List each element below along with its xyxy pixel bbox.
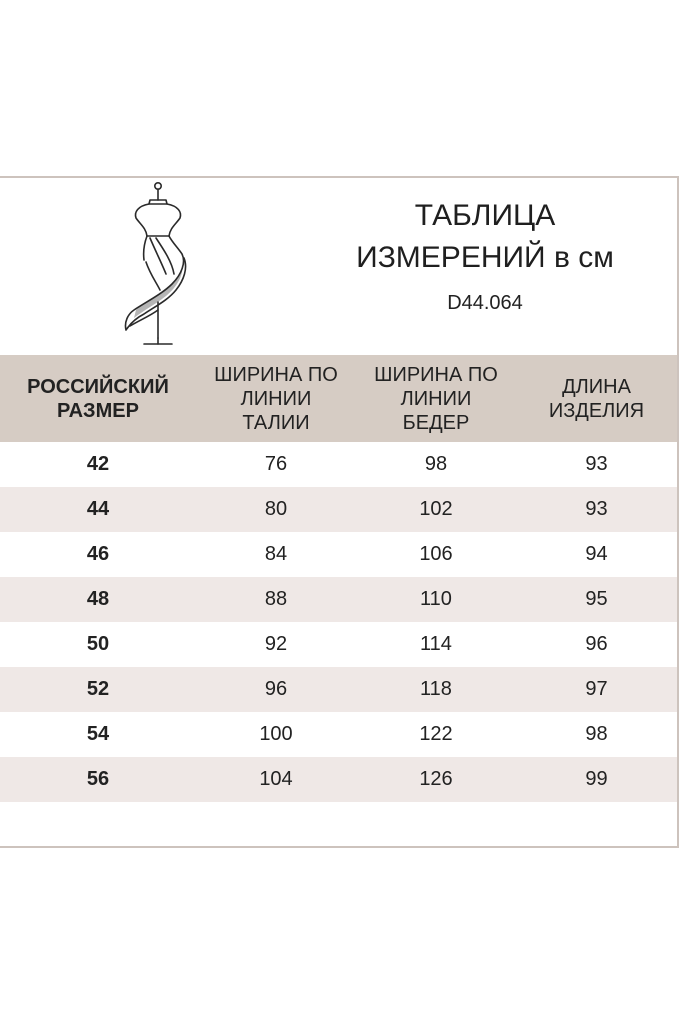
mannequin-icon	[110, 178, 200, 348]
header-waist	[196, 355, 356, 442]
table-row	[0, 757, 677, 802]
cell-waist: 96	[264, 678, 288, 700]
cell-length: 99	[585, 768, 608, 790]
cell-waist: 84	[264, 543, 288, 565]
table-header	[0, 355, 677, 442]
header-hips-line1: ШИРИНА ПО	[374, 363, 498, 386]
cell-size: 42	[86, 453, 110, 475]
cell-size: 56	[86, 768, 110, 790]
table-row	[0, 487, 677, 532]
cell-waist: 76	[264, 453, 288, 475]
cell-size: 44	[86, 498, 110, 520]
header-length-line2: ИЗДЕЛИЯ	[548, 399, 645, 422]
header-waist-line2: ЛИНИИ	[240, 387, 312, 410]
header-hips-line3: БЕДЕР	[402, 411, 470, 434]
cell-hips: 106	[419, 543, 453, 565]
table-body	[0, 442, 677, 802]
cell-hips: 118	[420, 678, 452, 700]
cell-hips: 122	[419, 723, 453, 745]
chart-title-line1: ТАБЛИЦА	[414, 199, 556, 232]
header-hips-line2: ЛИНИИ	[400, 387, 472, 410]
table-row	[0, 577, 677, 622]
header-length	[516, 355, 677, 442]
cell-size: 46	[86, 543, 110, 565]
product-code: D44.064	[447, 292, 523, 314]
header-size-line2: РАЗМЕР	[57, 399, 139, 422]
table-row	[0, 442, 677, 487]
cell-length: 97	[585, 678, 608, 700]
cell-length: 98	[585, 723, 608, 745]
header-waist-line3: ТАЛИИ	[242, 411, 310, 434]
cell-size: 54	[86, 723, 110, 745]
cell-waist: 100	[259, 723, 293, 745]
cell-length: 93	[585, 498, 608, 520]
cell-size: 52	[86, 678, 110, 700]
cell-hips: 98	[424, 453, 448, 475]
table-row	[0, 667, 677, 712]
cell-waist: 80	[264, 498, 288, 520]
cell-waist: 104	[259, 768, 293, 790]
cell-size: 48	[86, 588, 110, 610]
cell-length: 96	[585, 633, 608, 655]
cell-hips: 114	[420, 633, 452, 655]
cell-hips: 102	[419, 498, 453, 520]
header-hips	[356, 355, 516, 442]
cell-length: 93	[585, 453, 608, 475]
header-length-line1: ДЛИНА	[562, 375, 631, 398]
cell-length: 94	[585, 543, 608, 565]
table-row	[0, 622, 677, 667]
header-size-line1: РОССИЙСКИЙ	[27, 375, 169, 398]
table-row	[0, 712, 677, 757]
cell-size: 50	[86, 633, 110, 655]
table-row	[0, 532, 677, 577]
cell-length: 95	[585, 588, 608, 610]
cell-waist: 88	[264, 588, 288, 610]
cell-hips: 126	[419, 768, 453, 790]
cell-waist: 92	[264, 633, 288, 655]
header-size	[0, 355, 196, 442]
cell-hips: 110	[420, 588, 452, 610]
chart-title-line2: ИЗМЕРЕНИЙ в см	[356, 241, 614, 274]
header-waist-line1: ШИРИНА ПО	[214, 363, 338, 386]
